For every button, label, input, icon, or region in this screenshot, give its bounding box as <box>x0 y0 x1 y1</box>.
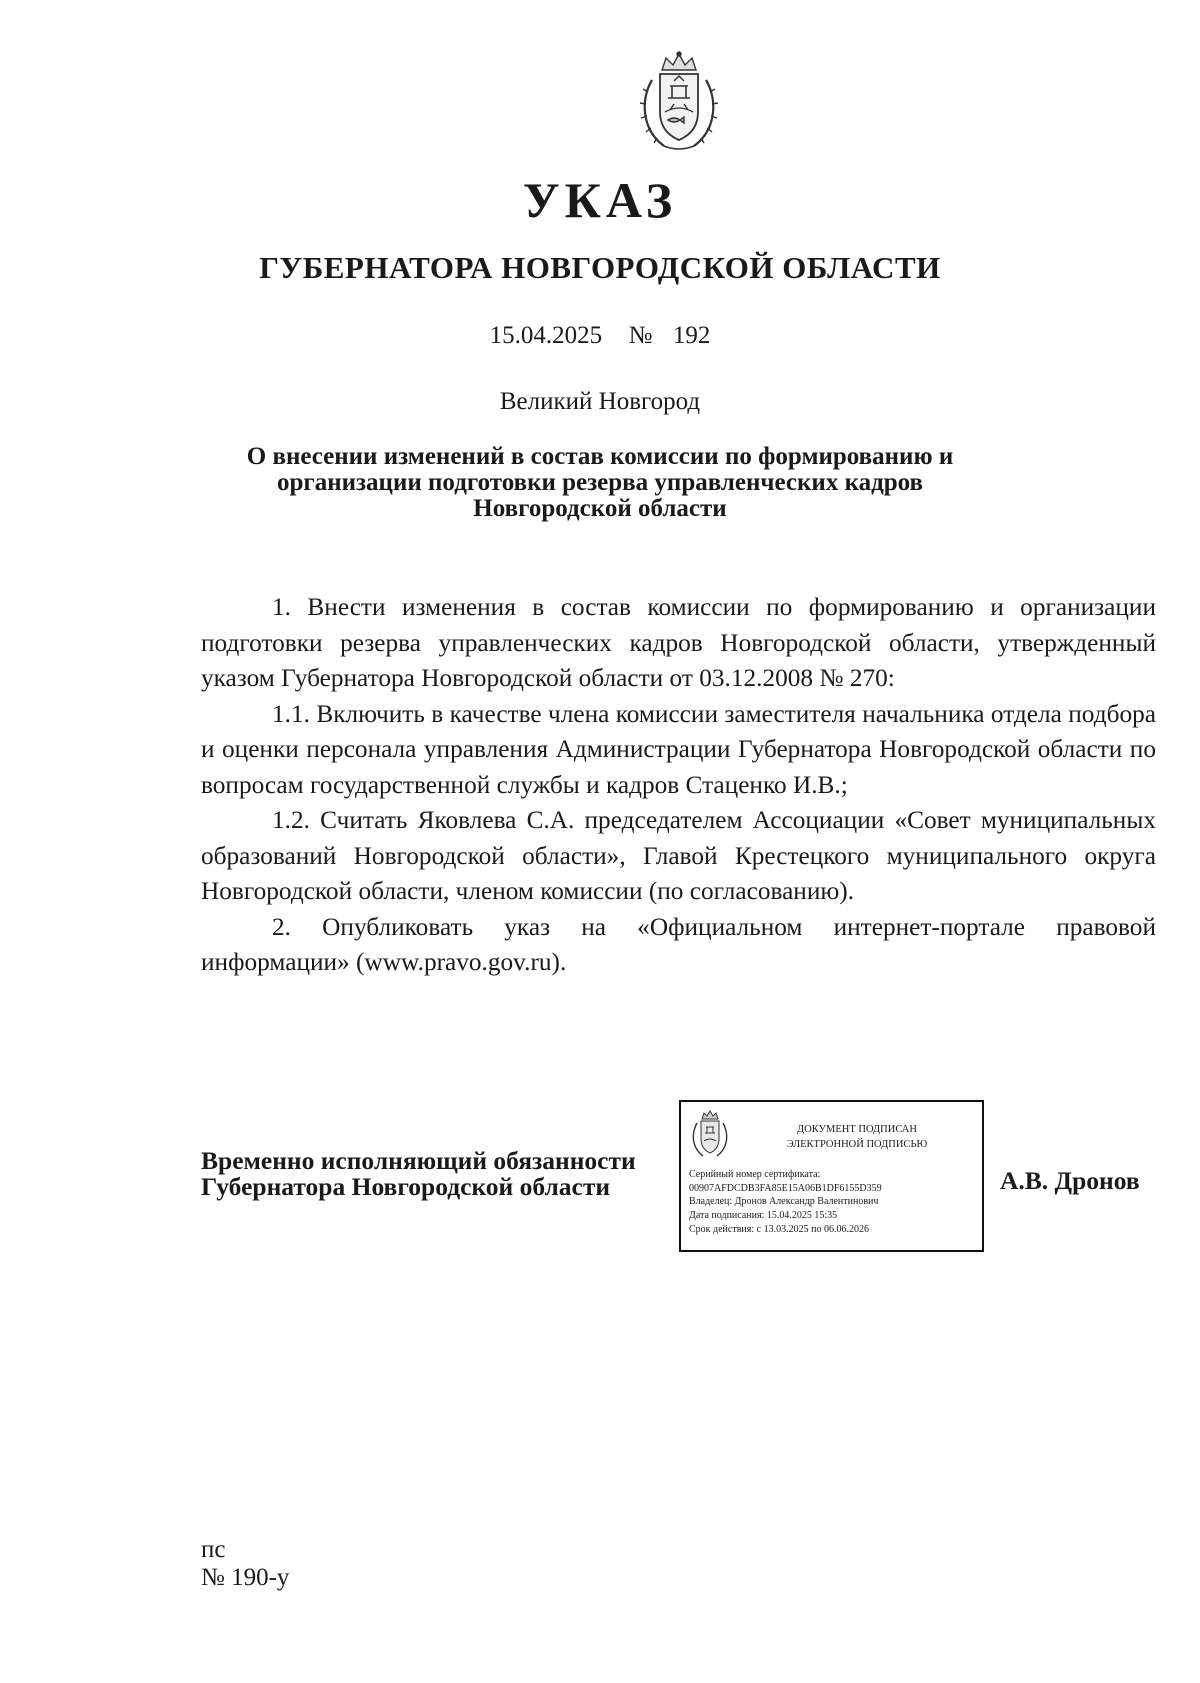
stamp-coat-of-arms-icon <box>691 1110 729 1160</box>
paragraph-1: 1. Внести изменения в состав комиссии по формированию и организации подготовки резерва управленческих кадров Новгородской области, утвержденный указом Губернатора Новгородской области от 03.12.2008 № 270: <box>201 593 1156 692</box>
number-sign: № <box>628 322 653 349</box>
document-heading <box>0 444 1200 522</box>
document-place: Великий Новгород <box>499 388 701 415</box>
stamp-header <box>737 1122 977 1152</box>
certificate-owner: Владелец: Дронов Александр Валентинович <box>689 1196 879 1208</box>
signer-position-line: Губернатора Новгородской области <box>201 1172 611 1201</box>
signer-position-line: Временно исполняющий обязанности <box>201 1146 636 1175</box>
heading-line: организации подготовки резерва управленческих кадров <box>276 469 924 496</box>
electronic-signature-stamp <box>679 1100 984 1252</box>
document-body <box>201 590 1156 981</box>
heading-line: О внесении изменений в состав комиссии по формированию и <box>246 443 954 470</box>
document-date: 15.04.2025 <box>489 322 603 349</box>
stamp-header-line: ДОКУМЕНТ ПОДПИСАН <box>797 1124 917 1135</box>
date-number-line <box>0 320 1200 352</box>
document-title: УКАЗ <box>522 172 678 228</box>
signing-date: Дата подписания: 15.04.2025 15:35 <box>689 1210 838 1222</box>
document-subtitle: ГУБЕРНАТОРА НОВГОРОДСКОЙ ОБЛАСТИ <box>259 250 941 285</box>
paragraph-1-2: 1.2. Считать Яковлева С.А. председателем Ассоциации «Совет муниципальных образований Новгородской области», Главой Крестецкого муниципального округа Новгородской области, членом комиссии (по согласованию). <box>201 806 1156 905</box>
stamp-details <box>689 1168 981 1237</box>
paragraph-2: 2. Опубликовать указ на «Официальном интернет-портале правовой информации» (www.pravo.gov.ru). <box>201 912 1156 976</box>
heading-line: Новгородской области <box>473 495 727 522</box>
certificate-number: 00907AFDCDB3FA85E15A06B1DF6155D359 <box>689 1182 882 1194</box>
coat-of-arms-icon <box>638 50 720 154</box>
stamp-header-line: ЭЛЕКТРОННОЙ ПОДПИСЬЮ <box>786 1139 928 1150</box>
signer-position <box>201 1148 671 1200</box>
footer-line: пс <box>201 1536 226 1563</box>
document-footer <box>201 1536 289 1592</box>
document-number: 192 <box>672 322 711 349</box>
signer-name: А.В. Дронов <box>1000 1166 1140 1195</box>
certificate-label: Серийный номер сертификата: <box>689 1169 821 1180</box>
footer-line: № 190-у <box>201 1564 290 1591</box>
certificate-validity: Срок действия: с 13.03.2025 по 06.06.2026 <box>689 1223 869 1235</box>
paragraph-1-1: 1.1. Включить в качестве члена комиссии заместителя начальника отдела подбора и оценки персонала управления Администрации Губернатора Новгородской области по вопросам государственной службы и кадров Стаценко И.В.; <box>201 699 1156 799</box>
